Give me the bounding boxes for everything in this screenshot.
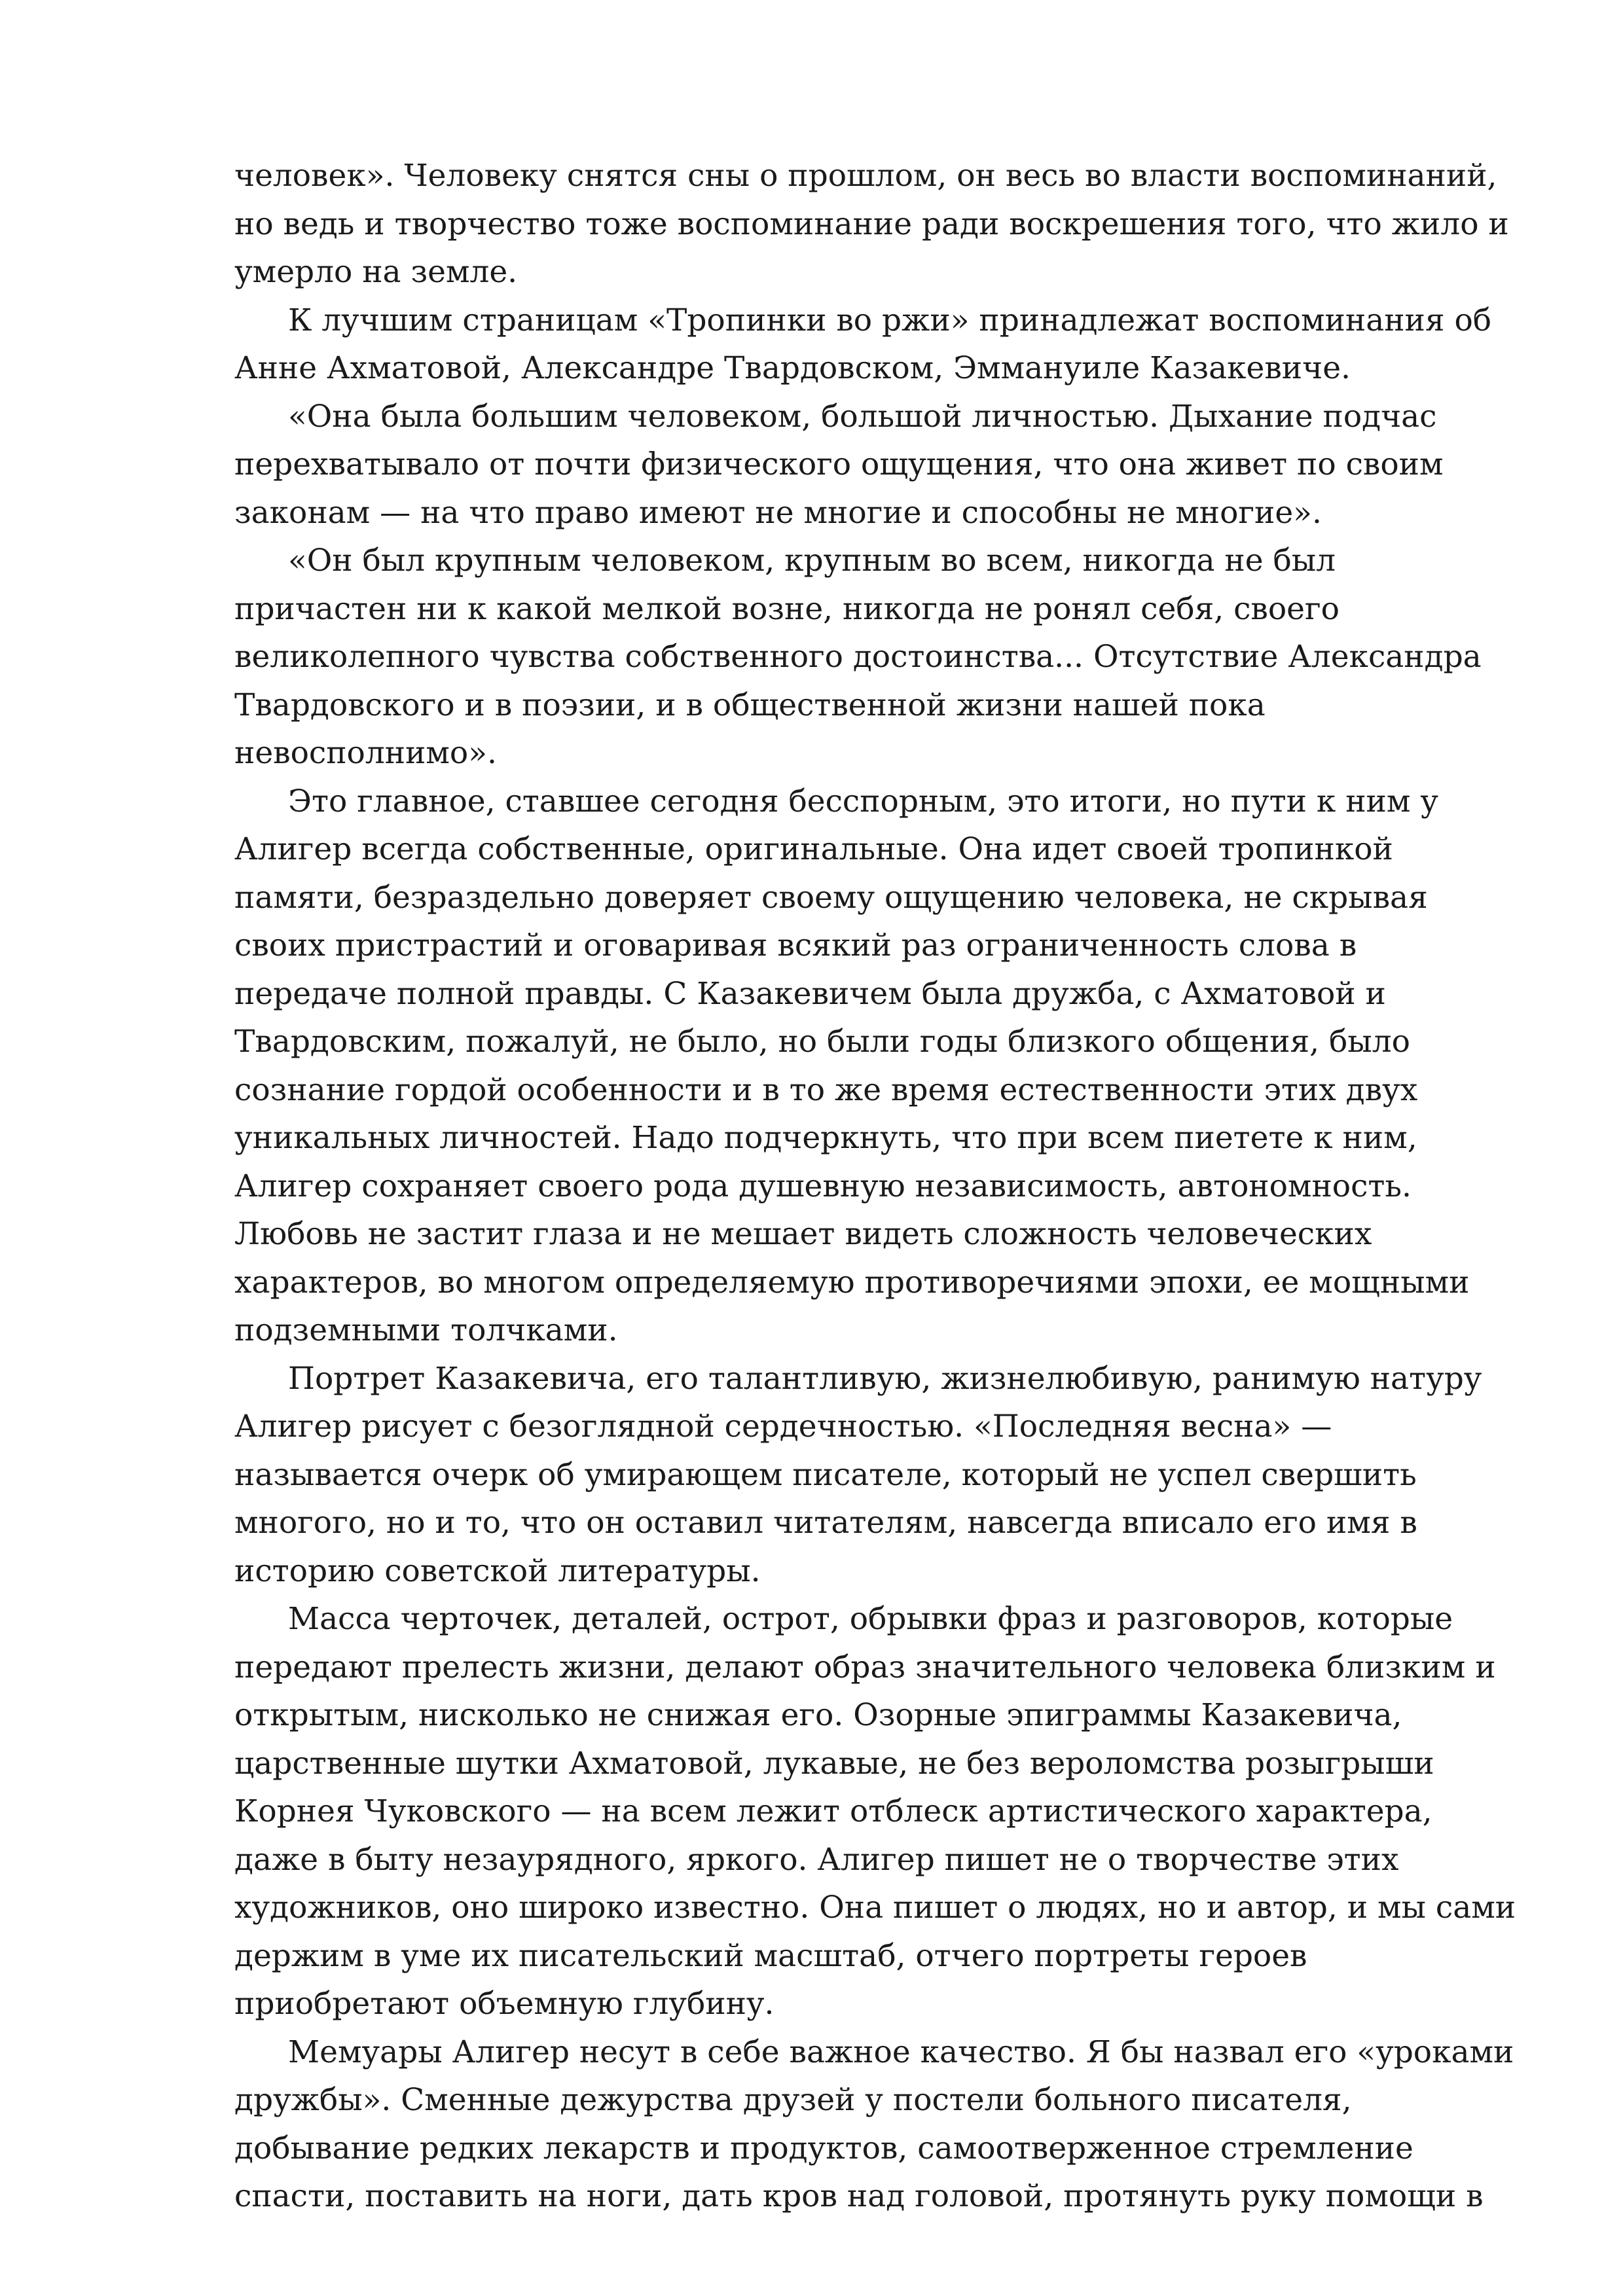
paragraph-akhmatova-quote: «Она была большим человеком, большой личностью. Дыхание подчас перехватывало от почти физического ощущения, что она живет по своим законам — на что право имеют не многие и способны не многие».: [234, 398, 1444, 531]
paragraph-memoirs-intro: К лучшим страницам «Тропинки во ржи» принадлежат воспоминания об Анне Ахматовой, Александре Твардовском, Эммануиле Казакевиче.: [234, 302, 1492, 386]
paragraph-kazakevich-portrait: Портрет Казакевича, его талантливую, жизнелюбивую, ранимую натуру Алигер рисует с безоглядной сердечностью. «Последняя весна» — называется очерк об умирающем писателе, который не успел свершить многого, но и то, что он оставил читателям, навсегда вписало его имя в историю советской литературы.: [234, 1360, 1482, 1589]
paragraph-details: Масса черточек, деталей, острот, обрывки фраз и разговоров, которые передают прелесть жизни, делают образ значительного человека близким и открытым, нисколько не снижая его. Озорные эпиграммы Казакевича, царственные шутки Ахматовой, лукавые, не без вероломства розыгрыши Корнея Чуковского — на всем лежит отблеск артистического характера, даже в быту незаурядного, яркого. Алигер пишет не о творчестве этих художников, оно широко известно. Она пишет о людях, но и автор, и мы сами держим в уме их писательский масштаб, отчего портреты героев приобретают объемную глубину.: [234, 1601, 1516, 2022]
paragraph-friendship-lessons: Мемуары Алигер несут в себе важное качество. Я бы назвал его «уроками дружбы». Сменные дежурства друзей у постели больного писателя, добывание редких лекарств и продуктов, самоотверженное стремление спасти, поставить на ноги, дать кров над головой, протянуть руку помощи в: [234, 2034, 1514, 2214]
paragraph-tvardovsky-quote: «Он был крупным человеком, крупным во всем, никогда не был причастен ни к какой мелкой возне, никогда не ронял себя, своего великолепного чувства собственного достоинства... Отсутствие Александра Твардовского и в поэзии, и в общественной жизни нашей пока невосполнимо».: [234, 543, 1482, 771]
paragraph-aliger-path: Это главное, ставшее сегодня бесспорным, это итоги, но пути к ним у Алигер всегда собственные, оригинальные. Она идет своей тропинкой памяти, безраздельно доверяет своему ощущению человека, не скрывая своих пристрастий и оговаривая всякий раз ограниченность слова в передаче полной правды. С Казакевичем была дружба, с Ахматовой и Твардовским, пожалуй, не было, но были годы близкого общения, было сознание гордой особенности и в то же время естественности этих двух уникальных личностей. Надо подчеркнуть, что при всем пиетете к ним, Алигер сохраняет своего рода душевную независимость, автономность. Любовь не застит глаза и не мешает видеть сложность человеческих характеров, во многом определяемую противоречиями эпохи, ее мощными подземными толчками.: [234, 783, 1470, 1348]
body-text: [234, 152, 1518, 2221]
paragraph-continued: человек». Человеку снятся сны о прошлом, он весь во власти воспоминаний, но ведь и творчество тоже воспоминание ради воскрешения того, что жило и умерло на земле.: [234, 158, 1509, 290]
